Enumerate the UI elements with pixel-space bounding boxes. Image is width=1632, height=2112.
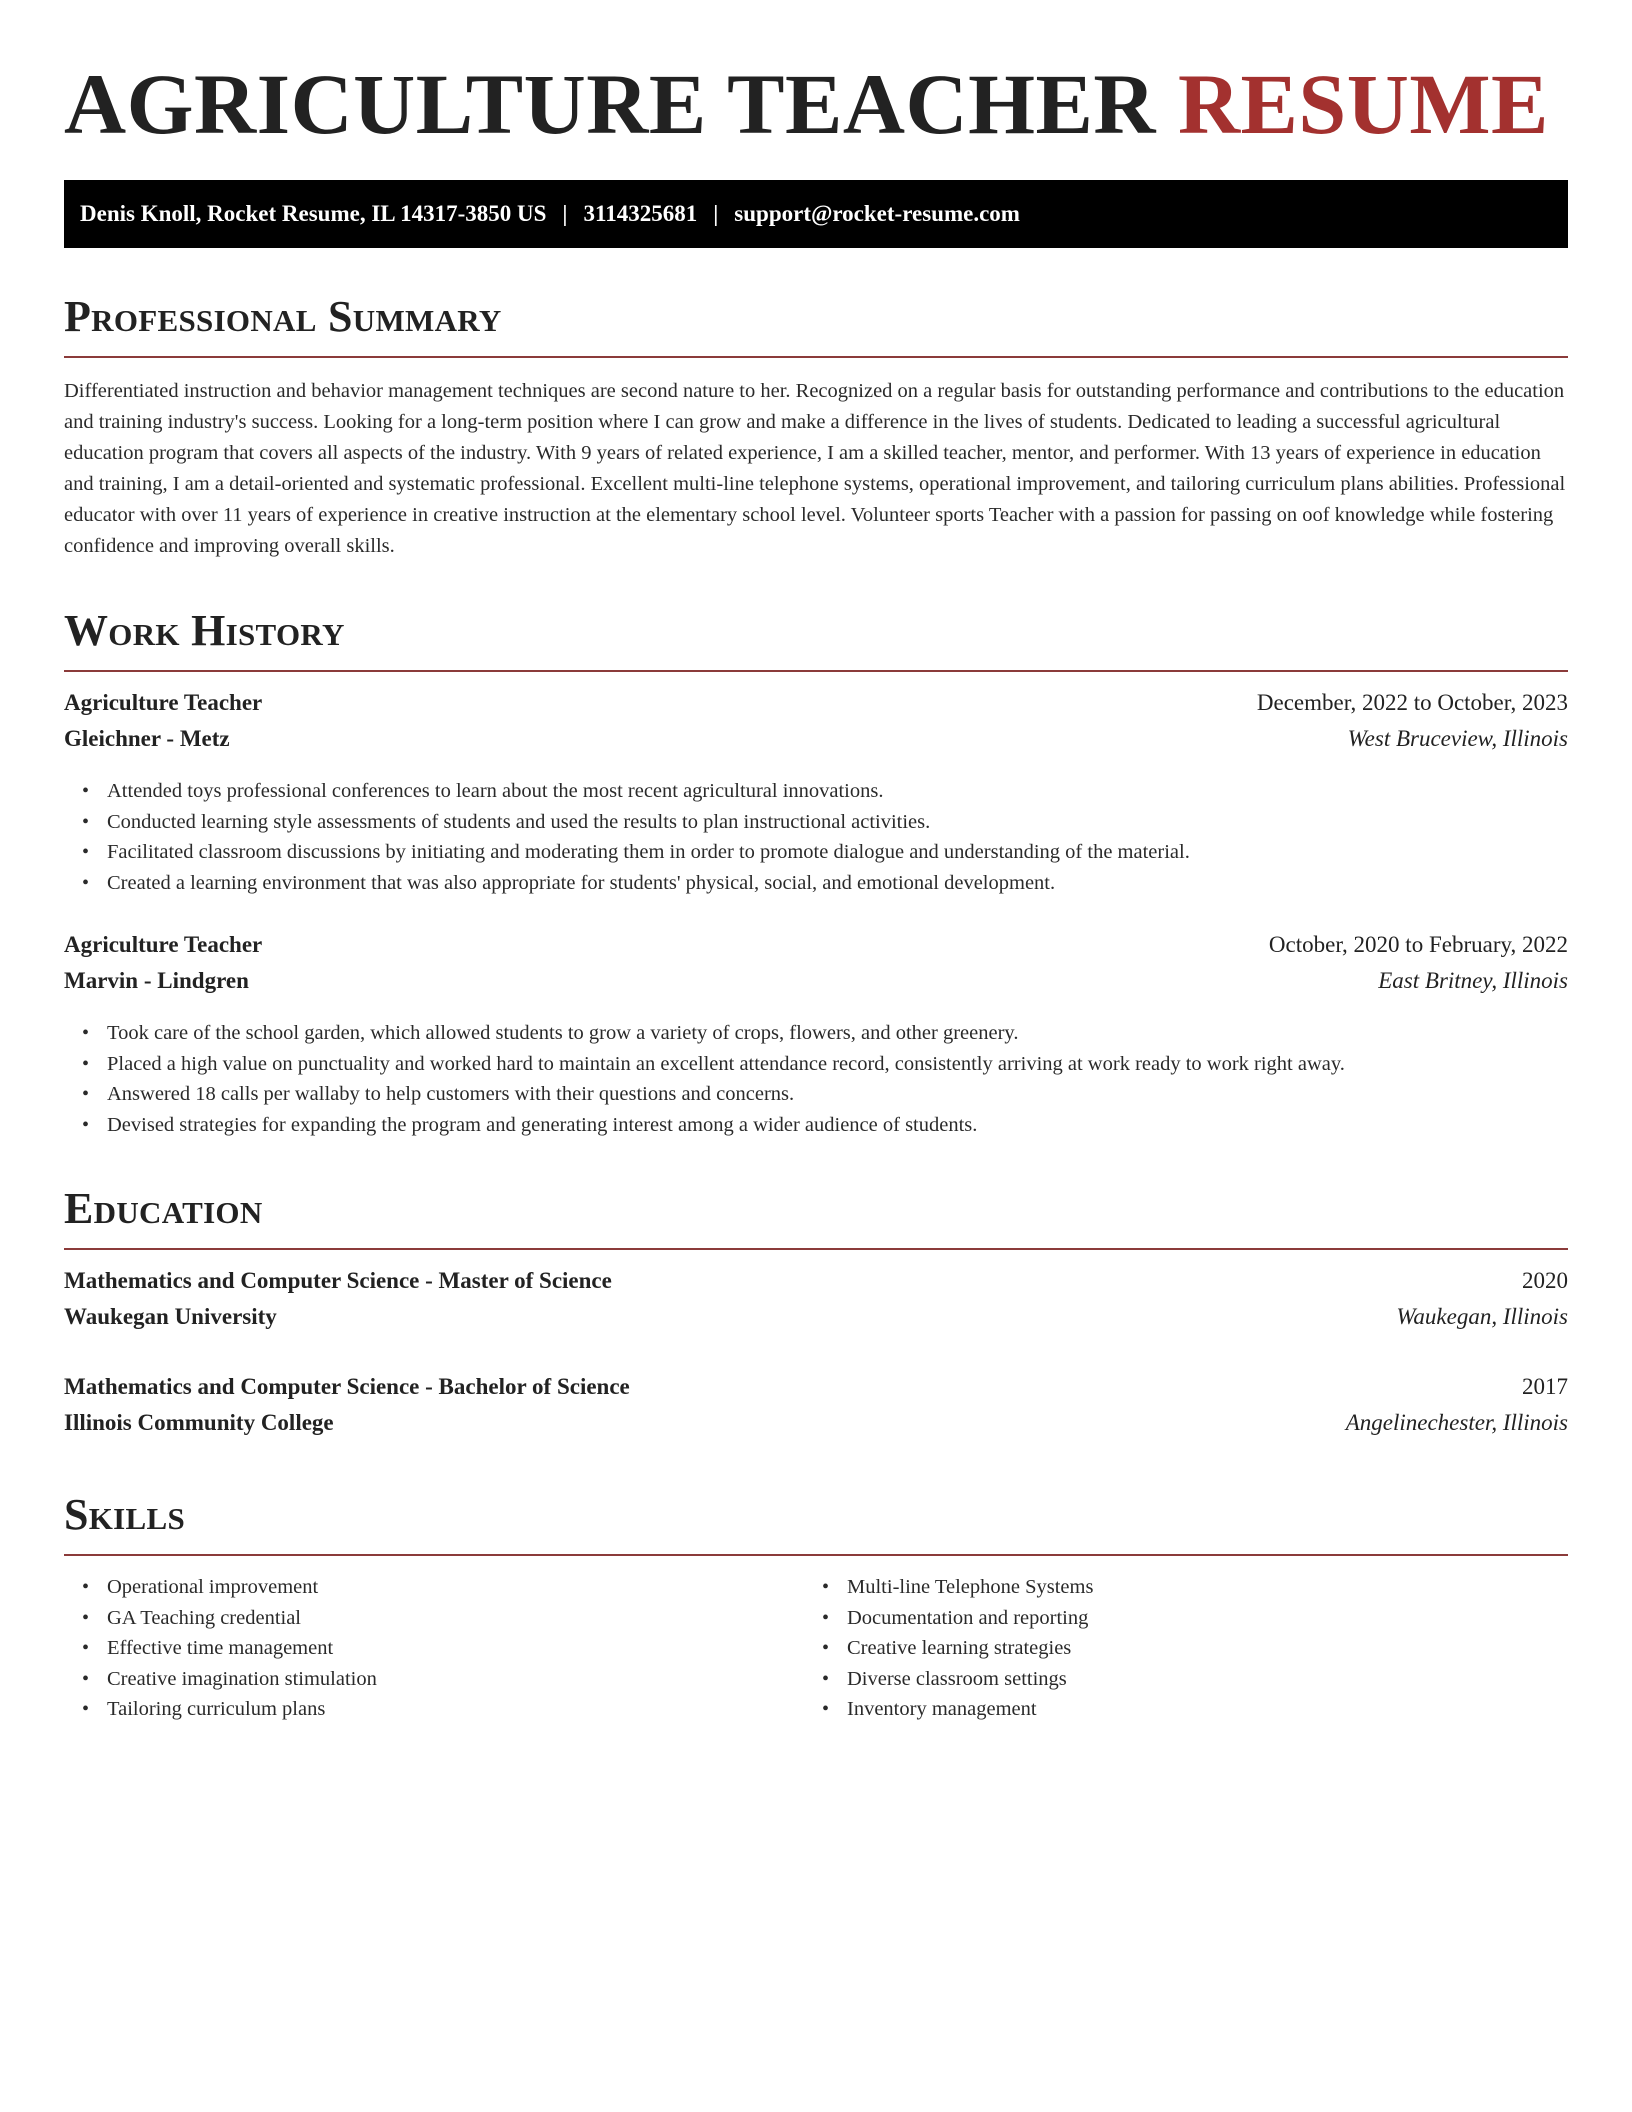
section-divider <box>64 1554 1568 1556</box>
work-history-section <box>64 606 1568 672</box>
skills-section <box>64 1490 1568 1556</box>
list-item: • Documentation and reporting <box>847 1603 1544 1634</box>
list-item: • Attended toys professional conferences to learn about the most recent agricultural innovations. <box>107 776 1568 807</box>
contact-phone[interactable]: 3114325681 <box>583 201 698 226</box>
contact-separator: | <box>713 201 719 226</box>
education-location: Waukegan, Illinois <box>1396 1304 1568 1329</box>
job-company: Gleichner - Metz <box>64 726 230 751</box>
contact-email[interactable]: support@rocket-resume.com <box>734 201 1020 226</box>
section-title-work-history: Work History <box>64 606 345 655</box>
job-title: Agriculture Teacher <box>64 690 263 715</box>
bullet-icon: • <box>822 1606 830 1629</box>
bullet-icon: • <box>82 1576 90 1598</box>
bullet-icon: • <box>82 1606 90 1629</box>
education-entry <box>64 1268 1568 1340</box>
bullet-icon: • <box>82 1052 90 1075</box>
bullet-icon: • <box>82 1637 90 1659</box>
section-title-skills: Skills <box>64 1490 186 1539</box>
list-item: • Answered 18 calls per wallaby to help customers with their questions and concerns. <box>107 1079 1568 1110</box>
bullet-icon: • <box>82 1083 90 1105</box>
bullet-icon: • <box>82 1667 90 1690</box>
list-item: • GA Teaching credential <box>107 1603 804 1634</box>
job-location: West Bruceview, Illinois <box>1347 726 1568 751</box>
job-title: Agriculture Teacher <box>64 932 263 957</box>
bullet-icon: • <box>82 1022 90 1044</box>
list-item: • Operational improvement <box>107 1572 804 1603</box>
skills-column-right <box>804 1572 1544 1725</box>
section-title-summary: Professional Summary <box>64 292 502 341</box>
skills-list <box>64 1572 1568 1725</box>
bullet-icon: • <box>822 1698 830 1720</box>
bullet-icon: • <box>82 1698 90 1720</box>
job-location: East Britney, Illinois <box>1378 968 1568 993</box>
job-bullets <box>64 1018 1568 1140</box>
title-accent: RESUME <box>1177 56 1549 152</box>
list-item: • Effective time management <box>107 1633 804 1664</box>
education-degree: Mathematics and Computer Science - Bachelor of Science <box>64 1374 630 1399</box>
list-item: • Took care of the school garden, which allowed students to grow a variety of crops, flowers, and other greenery. <box>107 1018 1568 1049</box>
education-location: Angelinechester, Illinois <box>1345 1410 1568 1435</box>
job-dates: December, 2022 to October, 2023 <box>1256 690 1568 715</box>
list-item: • Creative imagination stimulation <box>107 1664 804 1695</box>
contact-bar <box>64 180 1568 248</box>
bullet-icon: • <box>82 810 90 833</box>
section-title-education: Education <box>64 1184 263 1233</box>
bullet-icon: • <box>822 1637 830 1659</box>
job-dates: October, 2020 to February, 2022 <box>1268 932 1568 957</box>
education-entry <box>64 1374 1568 1446</box>
bullet-icon: • <box>822 1576 830 1598</box>
job-bullets <box>64 776 1568 898</box>
resume-page <box>64 0 1568 1725</box>
education-year: 2017 <box>1522 1374 1568 1399</box>
contact-address: Denis Knoll, Rocket Resume, IL 14317-3850 US <box>80 201 547 226</box>
list-item: • Tailoring curriculum plans <box>107 1694 804 1725</box>
education-year: 2020 <box>1522 1268 1568 1293</box>
education-school: Illinois Community College <box>64 1410 334 1435</box>
bullet-icon: • <box>82 871 90 894</box>
skills-column-left <box>64 1572 804 1725</box>
list-item: • Inventory management <box>847 1694 1544 1725</box>
section-divider <box>64 1248 1568 1250</box>
list-item: • Created a learning environment that was also appropriate for students' physical, social, and emotional development. <box>107 868 1568 899</box>
list-item: • Creative learning strategies <box>847 1633 1544 1664</box>
bullet-icon: • <box>82 841 90 863</box>
education-section <box>64 1184 1568 1250</box>
list-item: • Facilitated classroom discussions by initiating and moderating them in order to promote dialogue and understanding of the material. <box>107 837 1568 868</box>
list-item: • Devised strategies for expanding the program and generating interest among a wider audience of students. <box>107 1110 1568 1141</box>
job-entry <box>64 690 1568 898</box>
job-entry <box>64 932 1568 1140</box>
title-main: AGRICULTURE TEACHER <box>64 56 1156 152</box>
list-item: • Placed a high value on punctuality and worked hard to maintain an excellent attendance record, consistently arriving at work ready to work right away. <box>107 1049 1568 1080</box>
bullet-icon: • <box>82 1113 90 1136</box>
list-item: • Diverse classroom settings <box>847 1664 1544 1695</box>
section-divider <box>64 670 1568 672</box>
summary-text: Differentiated instruction and behavior management techniques are second nature to her. Recognized on a regular basis for outstanding performance and contributions to the education and training industry's success. Looking for a long-term position where I can grow and make a difference in the lives of students. Dedicated to leading a successful agricultural education program that covers all aspects of the industry. With 9 years of related experience, I am a skilled teacher, mentor, and performer. With 13 years of experience in education and training, I am a detail-oriented and systematic professional. Excellent multi-line telephone systems, operational improvement, and tailoring curriculum plans abilities. Professional educator with over 11 years of experience in creative instruction at the elementary school level. Volunteer sports Teacher with a passion for passing on oof knowledge while fostering confidence and improving overall skills. <box>64 380 1566 557</box>
bullet-icon: • <box>822 1667 830 1690</box>
bullet-icon: • <box>82 780 90 802</box>
job-company: Marvin - Lindgren <box>64 968 249 993</box>
education-degree: Mathematics and Computer Science - Master of Science <box>64 1268 612 1293</box>
section-divider <box>64 356 1568 358</box>
list-item: • Conducted learning style assessments of students and used the results to plan instructional activities. <box>107 807 1568 838</box>
summary-section <box>64 292 1568 358</box>
list-item: • Multi-line Telephone Systems <box>847 1572 1544 1603</box>
contact-separator: | <box>562 201 568 226</box>
resume-title <box>64 58 1568 150</box>
education-school: Waukegan University <box>64 1304 277 1329</box>
